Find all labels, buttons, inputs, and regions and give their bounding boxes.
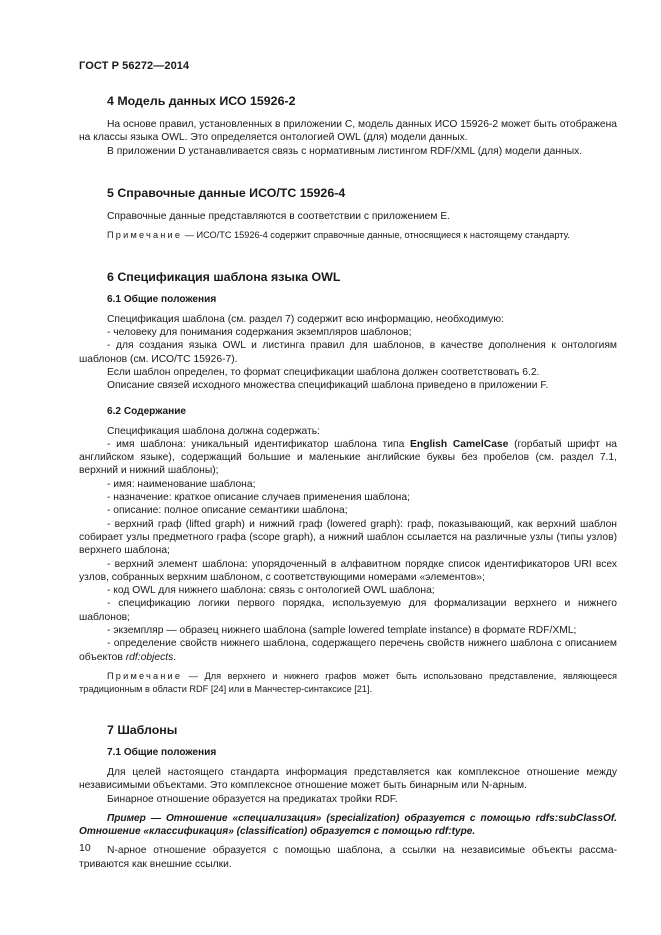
subsection-6-1-paragraph-1: Спецификация шаблона (см. раздел 7) содержит всю информацию, необходимую: — [107, 313, 504, 325]
list-item-template-name — [79, 438, 617, 478]
example-text: Пример — Отношение «специализация» (specialization) образуется с помощью rdfs:subClassOf. Отношение «классификация» (classification) образуется с помощью rdf:type. — [79, 812, 617, 838]
subsection-6-1-paragraph-2: - человеку для понимания содержания экземпляров шаблонов; — [107, 327, 412, 339]
subsection-6-1-paragraph-5: Описание связей исходного множества спецификаций шаблона приведено в приложении F. — [107, 380, 549, 392]
section-5-note — [79, 229, 617, 242]
section-5-title: 5 Справочные данные ИСО/ТС 15926-4 — [107, 185, 346, 200]
note-text: — ИСО/ТС 15926-4 содержит справочные данные, относящиеся к настоящему стандарту. — [182, 230, 570, 241]
list-item-fol-spec: - спецификацию логики первого порядка, используемую для формализации верхнего и нижнего шаблонов; — [79, 598, 617, 623]
list-item-graphs: - верхний граф (lifted graph) и нижний граф (lowered graph): граф, показывающий, как верхний шаблон собирает узлы предметного графа (scope graph), а нижний шаблон ссылается на различные узлы (типы узлов) верхнего шаблона; — [79, 518, 617, 557]
note-text: — Для верхнего и нижнего графов может быть использовано представление, являющееся традиционным в области RDF [24] или в Манчестер-синтаксисе [21]. — [79, 670, 617, 694]
subsection-6-2-paragraph-1: Спецификация шаблона должна содержать: — [107, 425, 320, 437]
subsection-6-1-title: 6.1 Общие положения — [107, 293, 217, 305]
subsection-7-1-paragraph-2: Бинарное отношение образуется на предикатах тройки RDF. — [107, 793, 398, 805]
list-item-text: (горбатый шрифт на английском языке), содержащий большие и маленькие английские буквы без пробелов (см. раздел 7.1, верхний и нижний шаблоны); — [79, 438, 617, 477]
list-item-owl-code: - код OWL для нижнего шаблона: связь с онтологией OWL шаблона; — [107, 585, 435, 597]
list-item-sample-instance: - экземпляр — образец нижнего шаблона (sample lowered template instance) в формате RDF/XML; — [107, 625, 577, 637]
note-label: Примечание — [107, 230, 183, 241]
list-item-lifted-element: - верхний элемент шаблона: упорядоченный в алфавитном порядке список идентификаторов URI всех узлов, собранных верхним шаблоном, с соответствующими номерами «элементов»; — [79, 558, 617, 583]
subsection-7-1-paragraph-1: Для целей настоящего стандарта информация представляется как комплексное отношение между независимыми объектами. Это комплексное отношение может быть бинарным или N-арным. — [79, 767, 617, 792]
rdf-objects-term: rdf:objects — [125, 651, 174, 663]
section-5-paragraph-1: Справочные данные представляются в соответствии с приложением E. — [107, 210, 451, 222]
subsection-6-1-paragraph-4: Если шаблон определен, то формат спецификации шаблона должен соответствовать 6.2. — [107, 366, 540, 378]
note-label: Примечание — [107, 670, 183, 681]
list-item-text: . — [173, 651, 177, 663]
list-item-properties — [79, 637, 617, 664]
list-item-name: - имя: наименование шаблона; — [107, 478, 256, 490]
section-4-title: 4 Модель данных ИСО 15926-2 — [107, 94, 296, 108]
subsection-7-1-title: 7.1 Общие положения — [107, 747, 217, 759]
list-item-description: - описание: полное описание семантики шаблона; — [107, 505, 348, 517]
list-item-text: - определение свойств нижнего шаблона, содержащего перечень свойств нижнего шаблона с описанием объектов — [79, 638, 617, 663]
page-number: 10 — [79, 842, 91, 854]
camelcase-term: English CamelCase — [410, 438, 509, 450]
section-4-paragraph-2: В приложении D устанавливается связь с нормативным листингом RDF/XML (для) модели данных. — [107, 145, 583, 157]
section-6-title: 6 Спецификация шаблона языка OWL — [107, 269, 341, 284]
subsection-6-2-note — [79, 670, 617, 695]
page-content — [79, 88, 617, 871]
list-item-text: - имя шаблона: уникальный идентификатор шаблона типа — [107, 438, 410, 450]
section-4-paragraph-1: На основе правил, установленных в приложении C, модель данных ИСО 15926-2 может быть отображена на классы языка OWL. Это определяется онтологией OWL (для) модели данных. — [79, 119, 617, 144]
subsection-6-2-title: 6.2 Содержание — [107, 405, 187, 417]
standard-header: ГОСТ Р 56272—2014 — [79, 60, 190, 72]
list-item-purpose: - назначение: краткое описание случаев применения шаблона; — [107, 492, 410, 504]
subsection-7-1-paragraph-3: N-арное отношение образуется с помощью шаблона, а ссылки на независимые объекты рассматриваются как внешние ссылки. — [79, 845, 617, 870]
section-7-title: 7 Шаблоны — [107, 723, 178, 738]
subsection-6-1-paragraph-3: - для создания языка OWL и листинга правил для шаблонов, в качестве дополнения к онтологиям шаблонов (см. ИСО/ТС 15926-7). — [79, 340, 617, 365]
